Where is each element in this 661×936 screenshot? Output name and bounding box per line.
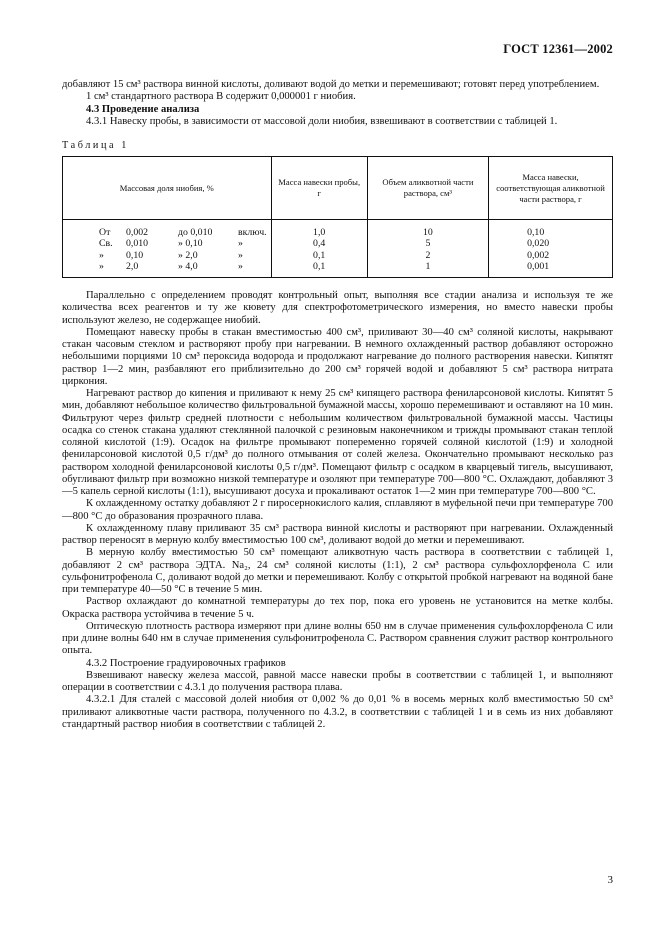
fraction-line: » 2,0 » 4,0 » (99, 260, 243, 272)
paragraph: 4.3.2.1 Для сталей с массовой долей ниобия от 0,002 % до 0,01 % в восемь мерных колб вместимостью 50 см³ приливают аликвотные части раствора, полученного по 4.3.2, в соответствии с таблицей 1 и в семь из них добавляют стандартный раствор ниобия в соответствии с таблицей 2. (62, 694, 613, 730)
table-header: Масса навески пробы, г (271, 157, 367, 220)
paragraph: 4.3.1 Навеску пробы, в зависимости от массовой доли ниобия, взвешивают в соответствии с таблицей 1. (86, 115, 558, 127)
table-cell-aliquot-mass: 0,10 0,020 0,002 0,001 (489, 220, 613, 278)
paragraph: Оптическую плотность раствора измеряют при длине волны 650 нм в случае применения сульфохлорфенола С или при длине волны 640 нм в случае применения сульфонитрофенола С. Раствором сравнения служит раствор контрольного опыта. (62, 620, 613, 657)
subsection-heading: 4.3.2 Построение градуировочных графиков (86, 657, 286, 669)
table-header: Массовая доля ниобия, % (63, 157, 272, 220)
table-cell-mass: 1,0 0,4 0,1 0,1 (271, 220, 367, 278)
table-header: Объем аликвотной части раствора, см³ (367, 157, 488, 220)
paragraph: Нагревают раствор до кипения и приливают к нему 25 см³ кипящего раствора фениларсоновой кислоты. Кипятят 5 мин, добавляют небольшое количество фильтровальной бумажной массы, хорошо перемешивают и оставляют на 10 мин. Фильтруют через фильтр средней плотности с небольшим количеством фильтровальной бумажной массы. Частицы осадка со стенок стакана удаляют стеклянной палочкой с резиновым наконечником и трижды промывают стакан теплой соляной кислотой (1:9). Осадок на фильтре промывают попеременно горячей соляной кислотой (1:9) и холодной фениларсоновой кислотой 0,5 г/дм³ до полного отмывания от солей железа. Окончательно промывают несколько раз раствором холодной фениларсоновой кислоты 0,5 г/дм³. Помещают фильтр с осадком в кварцевый тигель, высушивают, обугливают фильтр при возможно низкой температуре и озоляют при температуре 700—800 °С. Охлаждают, добавляют 3—5 капель серной кислоты (1:1), высушивают досуха и прокаливают остаток 1—2 мин при температуре 700—800 °С. (62, 388, 613, 498)
paragraph: 1 см³ стандартного раствора В содержит 0,000001 г ниобия. (86, 91, 356, 103)
paragraph: В мерную колбу вместимостью 50 см³ помещают аликвотную часть раствора в соответствии с таблицей 1, добавляют 2 см³ раствора ЭДТА. Na₂, 24 см³ соляной кислоты (1:1), 2 см³ раствора сульфохлорфенола С или сульфонитрофенола С, доливают водой до метки и перемешивают. Колбу с открытой пробкой нагревают на водяной бане при температуре 40—50 °С в течение 5 мин. (62, 547, 613, 596)
table-caption: Таблица 1 (62, 140, 129, 151)
paragraph: Параллельно с определением проводят контрольный опыт, выполняя все стадии анализа и используя те же количества всех реагентов и ту же кювету для спектрофотометрического измерения, но вместо навески пробы используют железо, не содержащее ниобий. (62, 290, 613, 326)
paragraph: Раствор охлаждают до комнатной температуры до тех пор, пока его уровень не установится на метке колбы. Окраска раствора устойчива в течение 5 ч. (62, 596, 613, 620)
page-number: 3 (607, 874, 613, 886)
table-header-row (63, 157, 613, 220)
table-header: Масса навески, соответствующая аликвотной части раствора, г (489, 157, 613, 220)
paragraph: К охлажденному плаву приливают 35 см³ раствора винной кислоты и растворяют при нагревании. Охлажденный раствор переносят в мерную колбу вместимостью 100 см³, доливают водой до метки и перемешивают. (62, 522, 613, 547)
paragraph: добавляют 15 см³ раствора винной кислоты, доливают водой до метки и перемешивают; готовят перед употреблением. (62, 79, 600, 90)
document-header: ГОСТ 12361—2002 (503, 42, 613, 56)
section-heading: 4.3 Проведение анализа (86, 103, 200, 115)
table-cell-volume: 10 5 2 1 (367, 220, 488, 278)
paragraph: К охлажденному остатку добавляют 2 г пиросернокислого калия, сплавляют в муфельной печи при температуре 700—800 °С до образования прозрачного плава. (62, 498, 613, 522)
table-cell-fraction (63, 220, 272, 278)
fraction-line: Св. 0,010 » 0,10 » (99, 238, 243, 250)
paragraph: Помещают навеску пробы в стакан вместимостью 400 см³, приливают 30—40 см³ соляной кислоты, накрывают стакан часовым стеклом и растворяют пробу при нагревании. В немного охлажденный раствор добавляют осторожно небольшими порциями 10 см³ пероксида водорода и продолжают нагревание до полного растворения навески. Кипятят раствор 1—2 мин, разбавляют его приблизительно до 200 см³ горячей водой и добавляют 5 см³ раствора нитрата циркония. (62, 326, 613, 387)
fraction-line: » 0,10 » 2,0 » (99, 249, 243, 261)
niobium-table (62, 156, 613, 278)
document-body (62, 79, 613, 731)
fraction-line: От 0,002 до 0,010 включ. (99, 227, 267, 239)
table-row (63, 220, 613, 278)
paragraph: Взвешивают навеску железа массой, равной массе навески пробы в соответствии с таблицей 1, и выполняют операции в соответствии с 4.3.1 до получения раствора плава. (62, 669, 613, 694)
